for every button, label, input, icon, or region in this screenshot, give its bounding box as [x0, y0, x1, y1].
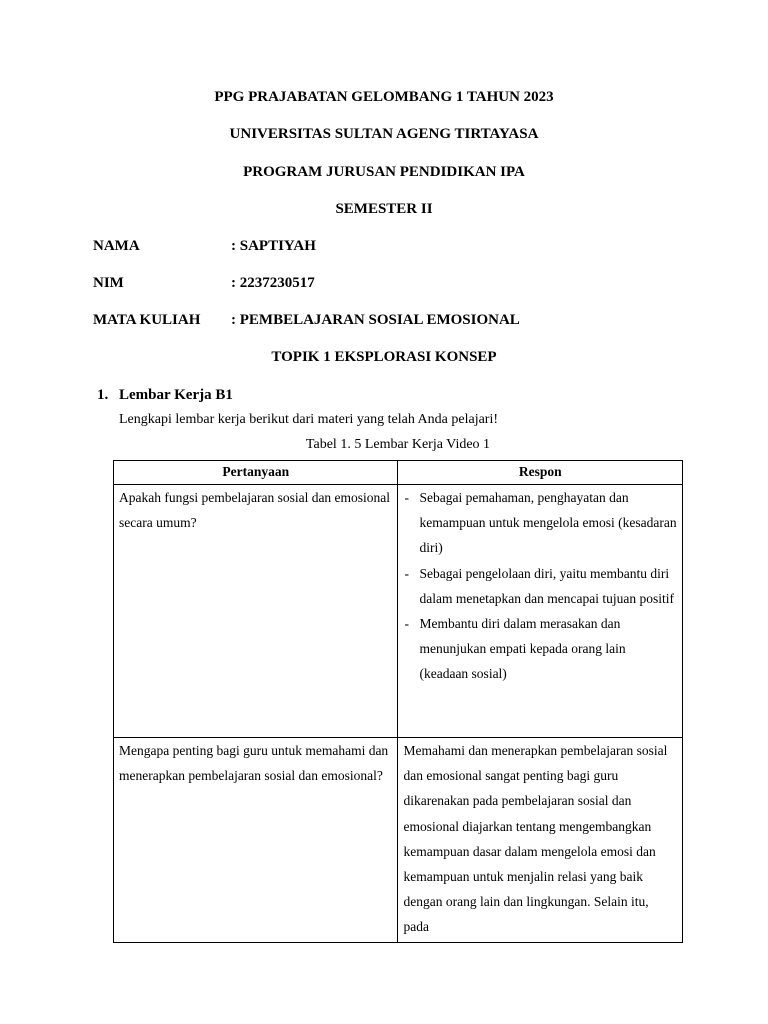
nim-value: : 2237230517: [231, 275, 315, 291]
semester-label: SEMESTER II: [335, 201, 433, 217]
mata-kuliah-value: : PEMBELAJARAN SOSIAL EMOSIONAL: [231, 312, 520, 328]
nim-label: NIM: [93, 275, 124, 291]
mata-kuliah-label: MATA KULIAH: [93, 312, 201, 328]
question-cell: Mengapa penting bagi guru untuk memahami dan menerapkan pembelajaran sosial dan emosional?: [114, 738, 398, 943]
list-item: [403, 485, 677, 561]
table-header-row: [114, 461, 683, 485]
instruction-text: Lengkapi lembar kerja berikut dari materi yang telah Anda pelajari!: [119, 412, 499, 427]
nama-value: : SAPTIYAH: [231, 238, 316, 254]
topic-title: TOPIK 1 EKSPLORASI KONSEP: [271, 349, 497, 365]
question-cell: Apakah fungsi pembelajaran sosial dan emosional secara umum?: [114, 485, 398, 738]
response-text: Sebagai pemahaman, penghayatan dan kemampuan untuk mengelola emosi (kesadaran diri): [419, 490, 677, 556]
dash-bullet: -: [404, 565, 409, 581]
response-list: [403, 485, 677, 687]
department-name: PROGRAM JURUSAN PENDIDIKAN IPA: [243, 164, 525, 180]
info-row-nim: [93, 274, 315, 292]
response-text: Membantu diri dalam merasakan dan menunjukan empati kepada orang lain (keadaan sosial): [419, 616, 626, 682]
table-row: [114, 485, 683, 738]
list-item: [403, 561, 677, 611]
info-row-nama: [93, 237, 316, 255]
university-name: UNIVERSITAS SULTAN AGENG TIRTAYASA: [229, 126, 539, 142]
nama-label: NAMA: [93, 238, 140, 254]
header-respon: Respon: [398, 461, 683, 485]
table-caption: Tabel 1. 5 Lembar Kerja Video 1: [305, 437, 491, 452]
response-text: Sebagai pengelolaan diri, yaitu membantu diri dalam menetapkan dan mencapai tujuan positif: [419, 565, 675, 606]
section-title: Lembar Kerja B1: [119, 387, 233, 403]
dash-bullet: -: [404, 616, 409, 632]
list-item: [403, 611, 677, 687]
response-cell: [398, 485, 683, 738]
section-heading: [97, 386, 233, 404]
table-row: [114, 738, 683, 943]
program-title: PPG PRAJABATAN GELOMBANG 1 TAHUN 2023: [214, 89, 554, 105]
info-row-mata-kuliah: [93, 311, 520, 329]
worksheet-table: [113, 460, 683, 943]
header-pertanyaan: Pertanyaan: [114, 461, 398, 485]
section-number: 1.: [97, 387, 109, 403]
dash-bullet: -: [404, 490, 409, 505]
response-cell: Memahami dan menerapkan pembelajaran sosial dan emosional sangat penting bagi guru dikarenakan pada pembelajaran sosial dan emosional diajarkan tentang mengembangkan kemampuan dasar dalam mengelola emosi dan kemampuan untuk menjalin relasi yang baik dengan orang lain dan lingkungan. Selain itu, pada: [398, 738, 683, 943]
